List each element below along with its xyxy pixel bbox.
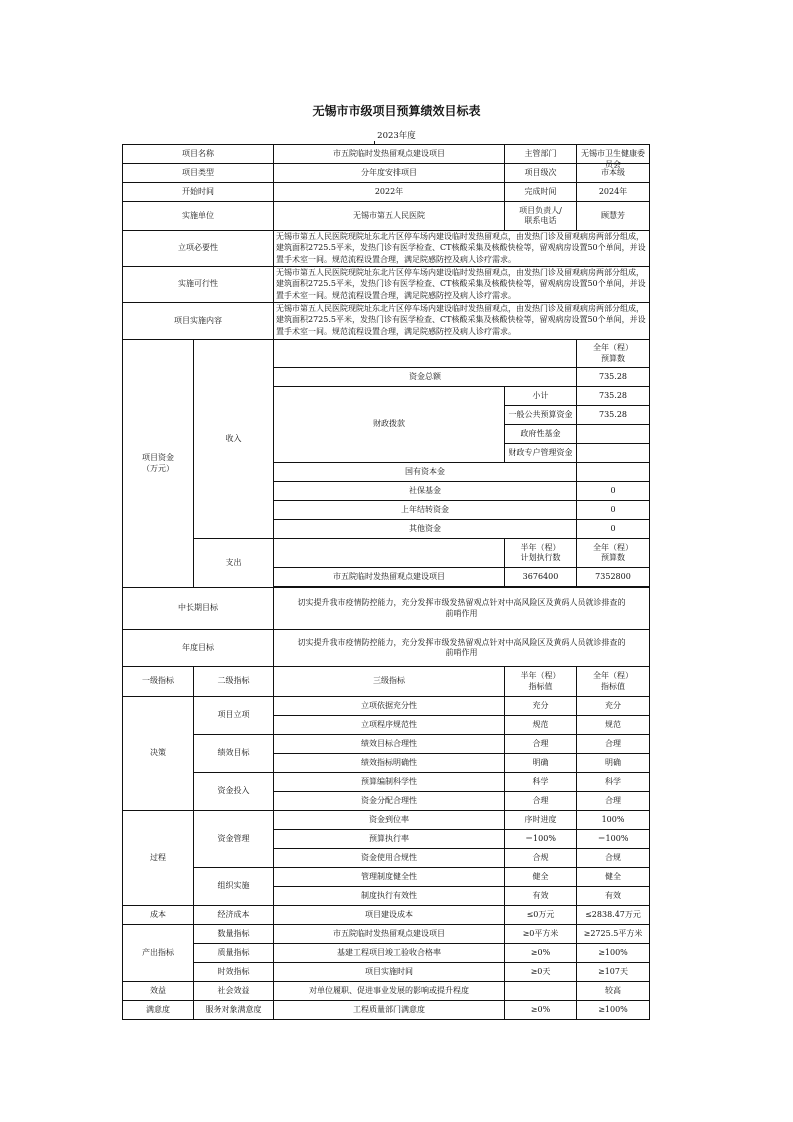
indicator-half: ≥0%: [505, 944, 577, 963]
project-name-value: 市五院临时发热留观点建设项目: [274, 145, 505, 164]
row-dates: [123, 183, 650, 202]
feasibility-paragraph: 无锡市第五人民医院现院址东北片区停车场内建设临时发热留观点，由发热门诊及留观病房两部分组成，建筑面积2725.5平米，发热门诊有医学检查、CT核酸采集及核酸快检等，留观病房设置50个单间，并设置手术室一间。规范流程设置合理，满足院感防控及病人诊疗需求。: [276, 268, 646, 300]
indicator-name: 绩效目标合理性: [274, 735, 505, 754]
income-budget-header: [577, 340, 650, 368]
long-goal-line1: 切实提升我市疫情防控能力，充分发挥市级发热留观点针对中高风险区及黄码人员就诊排查的: [297, 598, 626, 607]
general-value: 735.28: [577, 406, 650, 425]
leader-value: 顾慧芳: [577, 202, 650, 231]
start-value: 2022年: [274, 183, 505, 202]
indicator-half: 序时进度: [505, 811, 577, 830]
indicator-name: 基建工程项目竣工验收合格率: [274, 944, 505, 963]
indicator-full: ≥107天: [577, 963, 650, 982]
income-header-blank: [274, 340, 577, 368]
subtotal-value: 735.28: [577, 387, 650, 406]
total-label: 资金总额: [274, 368, 577, 387]
gov-fund-label: 政府性基金: [505, 425, 577, 444]
sub-quality: 质量指标: [194, 944, 274, 963]
half-header-line2: 计划执行数: [520, 553, 561, 562]
indicator-row: [123, 811, 650, 830]
indicator-half: 合理: [505, 792, 577, 811]
indicator-full: 充分: [577, 697, 650, 716]
type-value: 分年度安排项目: [274, 164, 505, 183]
indicator-name: 市五院临时发热留观点建设项目: [274, 925, 505, 944]
indicator-full: 明确: [577, 754, 650, 773]
indicator-name: 资金到位率: [274, 811, 505, 830]
start-label: 开始时间: [123, 183, 274, 202]
half-header-line1: 半年（程）: [520, 542, 561, 552]
expense-label: 支出: [194, 539, 274, 588]
header-half-line1: 半年（程）: [520, 671, 561, 680]
indicator-name: 立项依据充分性: [274, 697, 505, 716]
group-benefit: 效益: [123, 982, 194, 1001]
indicator-name: 管理制度健全性: [274, 868, 505, 887]
indicator-full: 规范: [577, 716, 650, 735]
indicator-half: 规范: [505, 716, 577, 735]
project-name-label: 项目名称: [123, 145, 274, 164]
sub-fund-input: 资金投入: [194, 773, 274, 811]
indicator-half: [505, 982, 577, 1001]
row-feasibility: [123, 267, 650, 303]
social-label: 社保基金: [274, 482, 577, 501]
row-content: [123, 303, 650, 340]
header-half-line2: 指标值: [528, 681, 553, 691]
expense-project-name: 市五院临时发热留观点建设项目: [274, 568, 505, 587]
indicator-full: ＝100%: [577, 830, 650, 849]
carryover-label: 上年结转资金: [274, 501, 577, 520]
group-decision: 决策: [123, 697, 194, 811]
indicator-row: [123, 868, 650, 887]
end-label: 完成时间: [505, 183, 577, 202]
funds-label: [123, 340, 194, 588]
unit-label: 实施单位: [123, 202, 274, 231]
group-satisfaction: 满意度: [123, 1001, 194, 1020]
full-header-line1: 全年（程）: [593, 542, 633, 552]
indicator-full: ≥100%: [577, 1001, 650, 1020]
indicator-name: 工程质量部门满意度: [274, 1001, 505, 1020]
necessity-text: [274, 231, 650, 267]
indicator-row: [123, 906, 650, 925]
row-long-goal: [123, 588, 650, 630]
row-expense-header: [123, 539, 650, 568]
indicator-full: ≤2838.47万元: [577, 906, 650, 925]
necessity-paragraph: 无锡市第五人民医院现院址东北片区停车场内建设临时发热留观点，由发热门诊及留观病房两部分组成，建筑面积2725.5平米，发热门诊有医学检查、CT核酸采集及核酸快检等，留观病房设置50个单间，并设置手术室一间。规范流程设置合理，满足院感防控及病人诊疗需求。: [276, 232, 646, 264]
budget-header-line1: 全年（程）: [593, 343, 633, 352]
row-indicator-header: [123, 667, 650, 697]
content-label: 项目实施内容: [123, 303, 274, 340]
indicator-name: 项目实施时间: [274, 963, 505, 982]
indicator-row: [123, 925, 650, 944]
header-full-line2: 指标值: [601, 681, 625, 691]
indicator-row: [123, 735, 650, 754]
content-text: [274, 303, 650, 340]
annual-goal-line1: 切实提升我市疫情防控能力，充分发挥市级发热留观点针对中高风险区及黄码人员就诊排查的: [297, 637, 626, 647]
indicator-full: ≥100%: [577, 944, 650, 963]
indicator-name: 制度执行有效性: [274, 887, 505, 906]
sub-fund-mgmt: 资金管理: [194, 811, 274, 868]
state-value: [577, 463, 650, 482]
indicator-full: 合理: [577, 735, 650, 754]
indicator-full: 科学: [577, 773, 650, 792]
leader-label-line2: 联系电话: [524, 216, 557, 225]
indicator-name: 预算执行率: [274, 830, 505, 849]
indicator-full: 有效: [577, 887, 650, 906]
content-paragraph: 无锡市第五人民医院现院址东北片区停车场内建设临时发热留观点，由发热门诊及留观病房两部分组成，建筑面积2725.5平米，发热门诊有医学检查、CT核酸采集及核酸快检等，留观病房设置50个单间，并设置手术室一间。规范流程设置合理，满足院感防控及病人诊疗需求。: [276, 304, 646, 336]
dept-value: [577, 145, 650, 169]
row-necessity: [123, 231, 650, 267]
expense-header-blank: [274, 539, 505, 568]
end-value: 2024年: [577, 183, 650, 202]
indicator-name: 资金使用合规性: [274, 849, 505, 868]
indicator-half: ≥0%: [505, 1001, 577, 1020]
sub-social-benefit: 社会效益: [194, 982, 274, 1001]
indicator-name: 立项程序规范性: [274, 716, 505, 735]
expense-half-value: 3676400: [505, 568, 577, 587]
funds-label-line2: （万元）: [142, 463, 174, 473]
indicator-half: 科学: [505, 773, 577, 792]
indicator-full: 健全: [577, 868, 650, 887]
header-half: [505, 667, 577, 697]
indicator-full: 合规: [577, 849, 650, 868]
group-process: 过程: [123, 811, 194, 906]
indicator-row: [123, 944, 650, 963]
header-full: [577, 667, 650, 697]
indicator-half: ≤0万元: [505, 906, 577, 925]
other-label: 其他资金: [274, 520, 577, 539]
expense-half-header: [505, 539, 577, 568]
sub-econ-cost: 经济成本: [194, 906, 274, 925]
sub-service-sat: 服务对象满意度: [194, 1001, 274, 1020]
feasibility-label: 实施可行性: [123, 267, 274, 303]
annual-goal-label: 年度目标: [123, 630, 274, 667]
indicator-row: [123, 982, 650, 1001]
indicator-name: 绩效指标明确性: [274, 754, 505, 773]
performance-target-table: [122, 144, 650, 1020]
indicator-half: ≥0平方米: [505, 925, 577, 944]
sub-perf-goal: 绩效目标: [194, 735, 274, 773]
indicator-half: ≥0天: [505, 963, 577, 982]
annual-goal-text: [274, 630, 650, 667]
indicator-full: ≥2725.5平方米: [577, 925, 650, 944]
level-label: 项目级次: [505, 164, 577, 183]
row-unit: [123, 202, 650, 231]
header-level2: 二级指标: [194, 667, 274, 697]
necessity-label: 立项必要性: [123, 231, 274, 267]
long-goal-line2: 前哨作用: [445, 608, 478, 618]
feasibility-text: [274, 267, 650, 303]
indicator-half: 合理: [505, 735, 577, 754]
row-project-type: [123, 164, 650, 183]
expense-full-header: [577, 539, 650, 568]
header-full-line1: 全年（程）: [593, 671, 633, 680]
sub-quantity: 数量指标: [194, 925, 274, 944]
indicator-half: 健全: [505, 868, 577, 887]
indicator-half: 充分: [505, 697, 577, 716]
other-value: 0: [577, 520, 650, 539]
dept-text: 无锡市卫生健康委员会: [581, 149, 645, 169]
group-cost: 成本: [123, 906, 194, 925]
group-output: 产出指标: [123, 925, 194, 982]
gov-fund-value: [577, 425, 650, 444]
indicator-row: [123, 773, 650, 792]
fiscal-label: 财政拨款: [274, 387, 505, 463]
type-label: 项目类型: [123, 164, 274, 183]
indicator-row: [123, 1001, 650, 1020]
indicator-half: ＝100%: [505, 830, 577, 849]
indicator-full: 较高: [577, 982, 650, 1001]
total-value: 735.28: [577, 368, 650, 387]
annual-goal-line2: 前哨作用: [445, 648, 478, 657]
funds-label-line1: 项目资金: [142, 453, 174, 462]
long-goal-text: [274, 588, 650, 630]
year-label: 2023年度: [377, 131, 416, 141]
special-value: [577, 444, 650, 463]
budget-header-line2: 预算数: [601, 353, 625, 363]
subtotal-label: 小计: [505, 387, 577, 406]
indicator-full: 合理: [577, 792, 650, 811]
row-funds-header: [123, 340, 650, 368]
indicator-name: 预算编制科学性: [274, 773, 505, 792]
leader-label: [505, 202, 577, 231]
indicator-half: 合规: [505, 849, 577, 868]
indicator-name: 资金分配合理性: [274, 792, 505, 811]
sub-project-setup: 项目立项: [194, 697, 274, 735]
unit-value: 无锡市第五人民医院: [274, 202, 505, 231]
indicator-full: 100%: [577, 811, 650, 830]
social-value: 0: [577, 482, 650, 501]
header-level1: 一级指标: [123, 667, 194, 697]
document-title: 无锡市市级项目预算绩效目标表: [312, 104, 481, 118]
full-header-line2: 预算数: [601, 553, 625, 562]
indicator-half: 明确: [505, 754, 577, 773]
special-label: 财政专户管理资金: [505, 444, 577, 463]
indicator-name: 项目建设成本: [274, 906, 505, 925]
dept-label: 主管部门: [505, 145, 577, 164]
indicator-row: [123, 697, 650, 716]
sub-org-impl: 组织实施: [194, 868, 274, 906]
indicator-half: 有效: [505, 887, 577, 906]
state-label: 国有资本金: [274, 463, 577, 482]
long-goal-label: 中长期目标: [123, 588, 274, 630]
indicator-name: 对单位履职、促进事业发展的影响或提升程度: [274, 982, 505, 1001]
indicator-row: [123, 963, 650, 982]
sub-timeliness: 时效指标: [194, 963, 274, 982]
expense-full-value: 7352800: [577, 568, 650, 587]
general-label: 一般公共预算资金: [505, 406, 577, 425]
carryover-value: 0: [577, 501, 650, 520]
row-annual-goal: [123, 630, 650, 667]
level-value: 市本级: [577, 164, 650, 183]
leader-label-line1: 项目负责人/: [519, 205, 562, 215]
row-project-name: [123, 145, 650, 164]
income-label: 收入: [194, 340, 274, 539]
header-level3: 三级指标: [274, 667, 505, 697]
